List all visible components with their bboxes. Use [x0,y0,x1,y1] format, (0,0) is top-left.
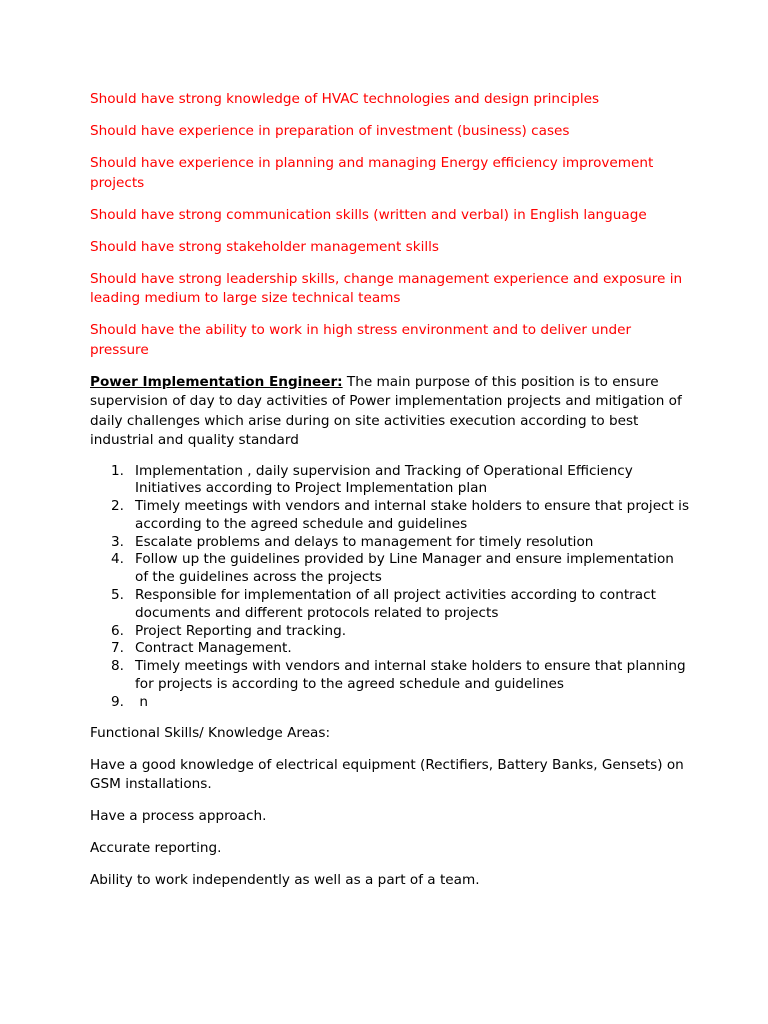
duty-number: 7. [111,640,124,657]
requirement-item: Should have experience in planning and managing Energy efficiency improvement projects [90,155,654,191]
duty-text: Project Reporting and tracking. [135,622,347,639]
duty-number: 8. [111,658,124,675]
duty-text: Implementation , daily supervision and Tracking of Operational Efficiency Initiatives according to Project Implementation plan [135,462,633,497]
duty-item [90,498,690,534]
document-page [90,90,690,903]
role-title: Power Implementation Engineer: [90,373,343,390]
skill-item: Have a good knowledge of electrical equipment (Rectifiers, Battery Banks, Gensets) on GSM installations. [90,756,684,793]
role-intro [90,373,690,451]
requirement-item: Should have strong knowledge of HVAC technologies and design principles [90,91,600,107]
requirement-item: Should have experience in preparation of investment (business) cases [90,123,570,139]
duty-number: 6. [111,622,124,639]
duty-item [90,463,690,499]
skill-item: Have a process approach. [90,808,267,825]
duty-item [90,551,690,587]
duties-list [90,463,690,712]
duty-number: 5. [111,587,124,604]
duty-text: Timely meetings with vendors and internal stake holders to ensure that project is according to the agreed schedule and guidelines [135,498,690,532]
duty-item [90,694,690,712]
duty-item [90,640,690,658]
requirement-item: Should have strong stakeholder management skills [90,238,440,255]
duty-text: n [135,693,148,710]
requirement-item: Should have strong leadership skills, change management experience and exposure in leading medium to large size technical teams [90,270,683,306]
duty-item [90,587,690,623]
duty-item [90,658,690,694]
requirements-section [90,90,690,360]
duty-number: 4. [111,551,124,568]
skills-section [90,724,690,891]
role-description: The main purpose of this position is to ensure supervision of day to day activities of Power implementation projects and mitigation of daily challenges which arise during on site activities execution according to best industrial and quality standard [90,373,682,448]
duty-number: 2. [111,498,124,515]
duty-item [90,534,690,552]
skill-item: Ability to work independently as well as a part of a team. [90,872,480,889]
requirement-item: Should have the ability to work in high stress environment and to deliver under pressure [90,322,632,358]
duty-number: 9. [111,693,124,710]
skills-heading: Functional Skills/ Knowledge Areas: [90,724,331,741]
skill-item: Accurate reporting. [90,840,222,857]
duty-text: Timely meetings with vendors and internal stake holders to ensure that planning for projects is according to the agreed schedule and guidelines [135,658,686,693]
requirement-item: Should have strong communication skills (written and verbal) in English language [90,206,647,223]
duty-text: Responsible for implementation of all project activities according to contract documents and different protocols related to projects [135,587,656,621]
duty-item [90,623,690,641]
duty-text: Escalate problems and delays to management for timely resolution [135,533,594,550]
duty-number: 3. [111,533,124,550]
duty-text: Follow up the guidelines provided by Line Manager and ensure implementation of the guidelines across the projects [135,551,674,586]
duty-number: 1. [111,462,124,479]
duty-text: Contract Management. [135,640,292,657]
